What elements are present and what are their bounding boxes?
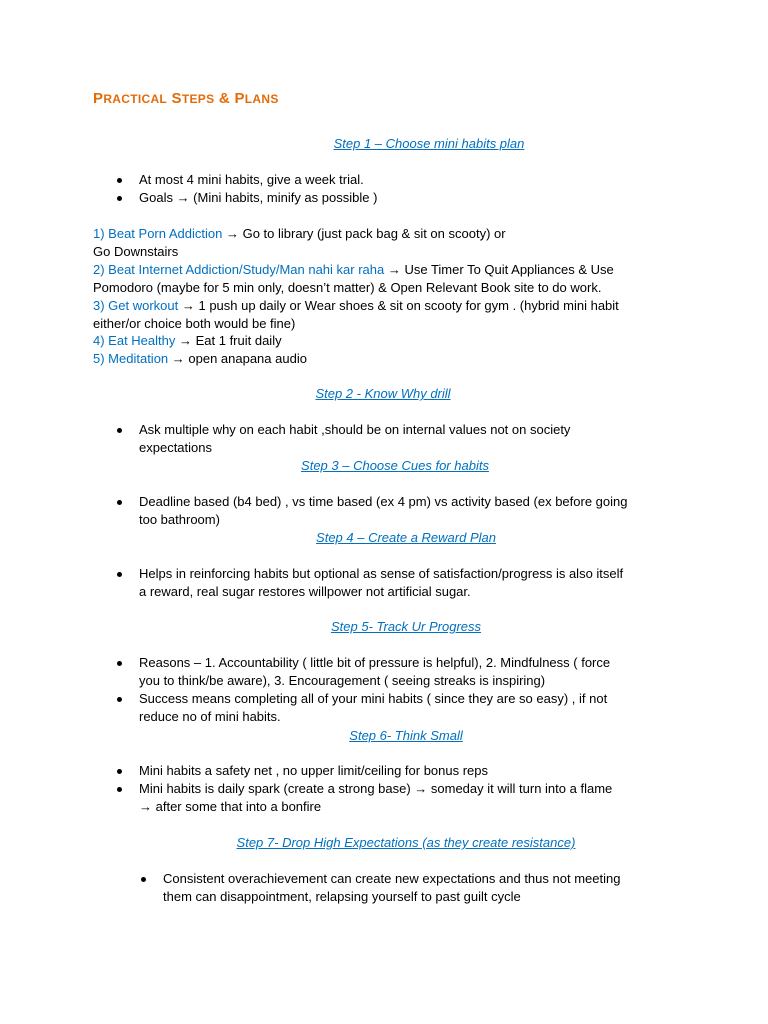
step3-bullet-1-line1: Deadline based (b4 bed) , vs time based (ex 4 pm) vs activity based (ex before going	[139, 494, 628, 509]
step6-bullet-1: Mini habits a safety net , no upper limit/ceiling for bonus reps	[139, 763, 489, 778]
step7-bullet-1-line2: them can disappointment, relapsing yourself to past guilt cycle	[163, 889, 521, 904]
bullet-dot	[117, 661, 122, 666]
bullet-dot	[117, 769, 122, 774]
habit-4: 4) Eat Healthy → Eat 1 fruit daily	[93, 333, 282, 348]
step2-bullet-1-line1: Ask multiple why on each habit ,should be on internal values not on society	[139, 422, 571, 437]
step2-bullet-1-line2: expectations	[139, 440, 212, 455]
step-4-heading[interactable]: Step 4 – Create a Reward Plan	[316, 530, 496, 545]
step-1-heading[interactable]: Step 1 – Choose mini habits plan	[333, 136, 525, 151]
habit-2-line2: Pomodoro (maybe for 5 min only, doesn’t matter) & Open Relevant Book site to do work.	[93, 280, 602, 295]
step5-bullet-1-line1: Reasons – 1. Accountability ( little bit of pressure is helpful), 2. Mindfulness ( force	[139, 655, 611, 670]
habit-5: 5) Meditation → open anapana audio	[93, 351, 307, 366]
step4-bullet-1-line2: a reward, real sugar restores willpower not artificial sugar.	[139, 584, 471, 599]
bullet-dot	[117, 178, 122, 183]
step5-bullet-2-line1: Success means completing all of your mini habits ( since they are so easy) , if not	[139, 691, 608, 706]
bullet-dot	[117, 196, 122, 201]
page-title: PRACTICAL STEPS & PLANS	[93, 90, 279, 107]
step1-bullet-2: Goals → (Mini habits, minify as possible )	[139, 190, 378, 205]
step-6-heading[interactable]: Step 6- Think Small	[349, 728, 463, 743]
step7-bullet-1-line1: Consistent overachievement can create new expectations and thus not meeting	[163, 871, 621, 886]
habit-1: 1) Beat Porn Addiction → Go to library (just pack bag & sit on scooty) or	[93, 226, 506, 241]
step3-bullet-1-line2: too bathroom)	[139, 512, 220, 527]
bullet-dot	[141, 877, 146, 882]
step4-bullet-1-line1: Helps in reinforcing habits but optional as sense of satisfaction/progress is also itself	[139, 566, 624, 581]
habit-3-line2: either/or choice both would be fine)	[93, 316, 296, 331]
step5-bullet-1-line2: you to think/be aware), 3. Encouragement ( seeing streaks is inspiring)	[139, 673, 546, 688]
step1-bullet-1: At most 4 mini habits, give a week trial.	[139, 172, 364, 187]
step-5-heading[interactable]: Step 5- Track Ur Progress	[330, 619, 482, 634]
bullet-dot	[117, 697, 122, 702]
step-2-heading[interactable]: Step 2 - Know Why drill	[315, 386, 451, 401]
step6-bullet-2-line2: → after some that into a bonfire	[139, 799, 322, 814]
step6-bullet-2-line1: Mini habits is daily spark (create a strong base) → someday it will turn into a flame	[139, 781, 613, 796]
step-7-heading[interactable]: Step 7- Drop High Expectations (as they create resistance)	[236, 835, 576, 850]
habit-3: 3) Get workout → 1 push up daily or Wear shoes & sit on scooty for gym . (hybrid mini habit	[93, 298, 619, 313]
habit-1-line2: Go Downstairs	[93, 244, 179, 259]
step5-bullet-2-line2: reduce no of mini habits.	[139, 709, 281, 724]
habit-2: 2) Beat Internet Addiction/Study/Man nahi kar raha → Use Timer To Quit Appliances & Use	[93, 262, 614, 277]
bullet-dot	[117, 572, 122, 577]
bullet-dot	[117, 787, 122, 792]
bullet-dot	[117, 428, 122, 433]
step-3-heading[interactable]: Step 3 – Choose Cues for habits	[301, 458, 489, 473]
bullet-dot	[117, 500, 122, 505]
